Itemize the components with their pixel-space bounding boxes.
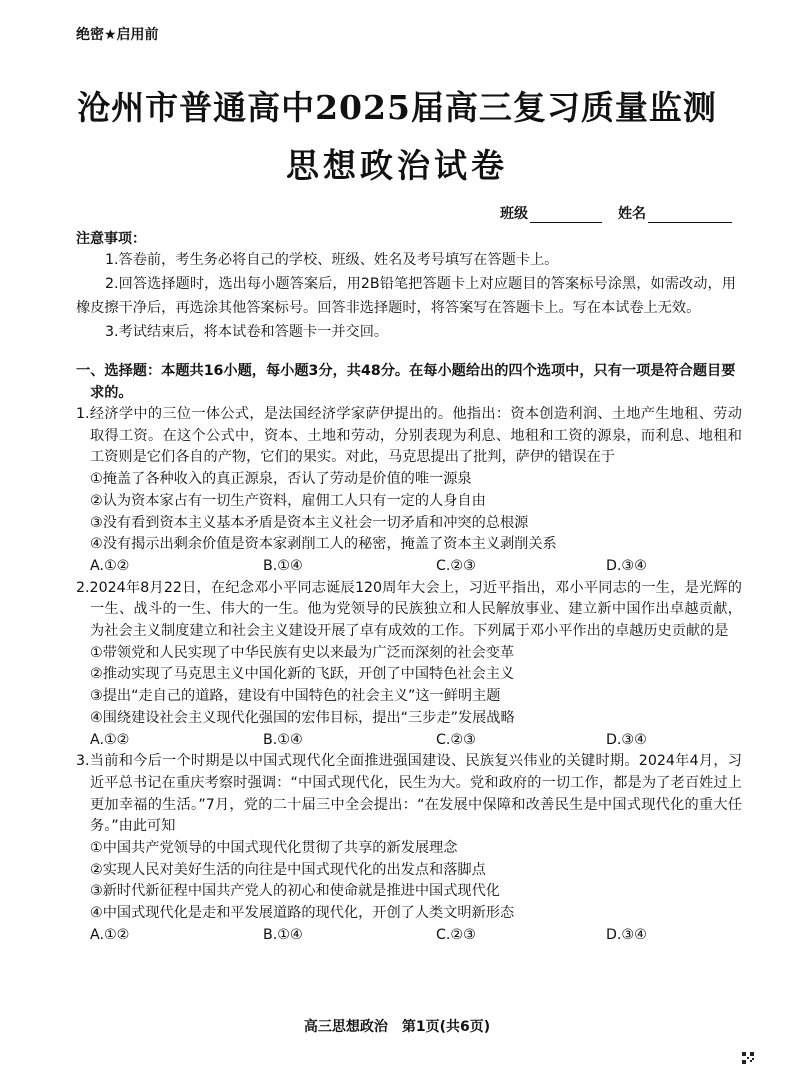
exam-title: 沧州市普通高中2025届高三复习质量监测 [77, 88, 717, 127]
qr-code-icon [742, 1052, 754, 1064]
class-field[interactable] [500, 203, 602, 223]
question-option: ④围绕建设社会主义现代化强国的宏伟目标，提出“三步走”发展战略 [90, 709, 515, 726]
question-stem: 2.2024年8月22日，在纪念邓小平同志诞辰120周年大会上，习近平指出，邓小平同志的一生，是光辉的一生、战斗的一生、伟大的一生。他为党领导的民族独立和人民解放事业、建立新中国作出卓越贡献，为社会主义制度建立和社会主义建设开展了卓有成效的工作。下列属于邓小平作出的卓越历史贡献的是 [76, 579, 742, 640]
name-field[interactable] [618, 203, 732, 223]
question-option: ④没有揭示出剩余价值是资本家剥削工人的秘密，掩盖了资本主义剥削关系 [90, 536, 557, 553]
question-option: ②实现人民对美好生活的向往是中国式现代化的出发点和落脚点 [90, 861, 486, 878]
choice-a[interactable]: A.①② [90, 926, 130, 943]
notice-list [76, 248, 736, 344]
question-list [76, 404, 742, 947]
question-option: ④中国式现代化是走和平发展道路的现代化，开创了人类文明新形态 [90, 905, 515, 922]
choice-b[interactable]: B.①④ [263, 557, 303, 574]
class-label: 班级 [500, 206, 528, 222]
choice-b[interactable]: B.①④ [263, 926, 303, 943]
notice-title: 注意事项： [76, 231, 146, 247]
question-option: ③提出“走自己的道路，建设有中国特色的社会主义”这一鲜明主题 [90, 688, 501, 705]
student-info-fields [500, 203, 732, 223]
name-label: 姓名 [618, 206, 646, 222]
question-2 [76, 578, 742, 752]
exam-subject: 思想政治试卷 [286, 146, 508, 185]
name-blank[interactable] [648, 208, 732, 223]
class-blank[interactable] [530, 208, 602, 223]
secret-mark: 绝密★启用前 [76, 27, 159, 43]
question-3 [76, 751, 742, 946]
page-footer: 高三思想政治 第1页(共6页) [303, 1019, 491, 1035]
choice-c[interactable]: C.②③ [436, 731, 476, 748]
section-heading-text: 一、选择题：本题共16小题，每小题3分，共48分。在每小题给出的四个选项中，只有一项是符合题目要求的。 [76, 363, 736, 401]
notice-item: 3.考试结束后，将本试卷和答题卡一并交回。 [105, 324, 389, 340]
choice-d[interactable]: D.③④ [606, 731, 647, 748]
notice-item: 1.答卷前，考生务必将自己的学校、班级、姓名及考号填写在答题卡上。 [105, 252, 559, 268]
answer-choices [76, 925, 742, 947]
question-option: ①中国共产党领导的中国式现代化贯彻了共享的新发展理念 [90, 840, 458, 857]
choice-a[interactable]: A.①② [90, 731, 130, 748]
answer-choices [76, 556, 742, 578]
choice-d[interactable]: D.③④ [606, 926, 647, 943]
answer-choices [76, 730, 742, 752]
question-option: ①掩盖了各种收入的真正源泉，否认了劳动是价值的唯一源泉 [90, 471, 472, 488]
choice-b[interactable]: B.①④ [263, 731, 303, 748]
choice-a[interactable]: A.①② [90, 557, 130, 574]
choice-c[interactable]: C.②③ [436, 926, 476, 943]
section-heading [76, 360, 736, 404]
question-option: ①带领党和人民实现了中华民族有史以来最为广泛而深刻的社会变革 [90, 644, 515, 661]
question-stem: 1.经济学中的三位一体公式，是法国经济学家萨伊提出的。他指出：资本创造利润、土地产生地租、劳动取得工资。在这个公式中，资本、土地和劳动，分别表现为利息、地租和工资的源泉，而利息、地租和工资则是它们各自的产物，它们的果实。对此，马克思提出了批判，萨伊的错误在于 [76, 406, 742, 466]
question-option: ②认为资本家占有一切生产资料，雇佣工人只有一定的人身自由 [90, 492, 486, 509]
question-stem: 3.当前和今后一个时期是以中国式现代化全面推进强国建设、民族复兴伟业的关键时期。2024年4月，习近平总书记在重庆考察时强调：“中国式现代化，民生为大。党和政府的一切工作，都是为了老百姓过上更加幸福的生活。”7月，党的二十届三中全会提出：“在发展中保障和改善民生是中国式现代化的重大任务。”由此可知 [76, 753, 742, 835]
question-option: ③没有看到资本主义基本矛盾是资本主义社会一切矛盾和冲突的总根源 [90, 514, 529, 531]
question-option: ③新时代新征程中国共产党人的初心和使命就是推进中国式现代化 [90, 883, 500, 900]
choice-c[interactable]: C.②③ [436, 557, 476, 574]
notice-item: 2.回答选择题时，选出每小题答案后，用2B铅笔把答题卡上对应题目的答案标号涂黑，如需改动，用橡皮擦干净后，再选涂其他答案标号。回答非选择题时，将答案写在答题卡上。写在本试卷上无效。 [76, 276, 736, 316]
question-option: ②推动实现了马克思主义中国化新的飞跃，开创了中国特色社会主义 [90, 666, 515, 683]
choice-d[interactable]: D.③④ [606, 557, 647, 574]
question-1 [76, 404, 742, 578]
